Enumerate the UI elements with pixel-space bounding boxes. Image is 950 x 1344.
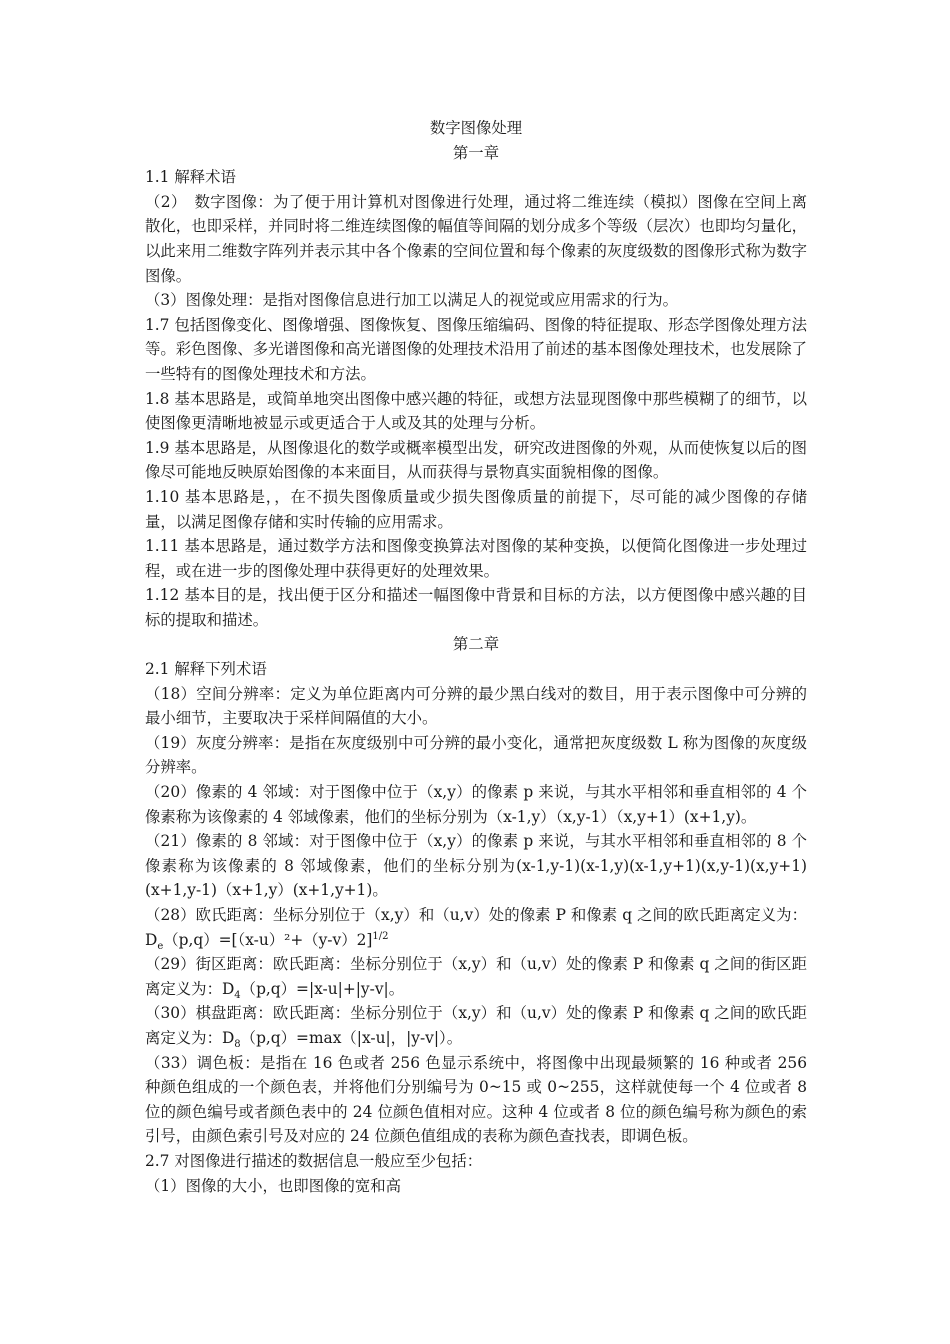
paragraph-2-7-item-1: （1）图像的大小，也即图像的宽和高: [145, 1176, 402, 1195]
section-1-1-heading: 1.1 解释术语: [145, 168, 236, 187]
paragraph-1-7: 1.7 包括图像变化、图像增强、图像恢复、图像压缩编码、图像的特征提取、形态学图像处理方法等。彩色图像、多光谱图像和高光谱图像的处理技术沿用了前述的基本图像处理技术，也发展除了一些特有的图像处理技术和方法。: [145, 315, 807, 383]
paragraph-euclidean-distance: [145, 903, 807, 952]
paragraph-8-neighborhood: （21）像素的 8 邻域：对于图像中位于（x,y）的像素 p 来说，与其水平相邻和垂直相邻的 8 个像素称为该像素的 8 邻域像素，他们的坐标分别为(x-1,y-1)(x-1,y)(x-1,y+1)(x,y-1)(x,y+1)(x+1,y-1)（x+1,y）(x+1,y+1)。: [145, 832, 807, 900]
paragraph-chessboard-distance: [145, 1001, 807, 1050]
chessboard-subscript: 8: [234, 1038, 241, 1050]
paragraph-digital-image: （2） 数字图像：为了便于用计算机对图像进行处理，通过将二维连续（模拟）图像在空间上离散化，也即采样，并同时将二维连续图像的幅值等间隔的划分成多个等级（层次）也即均匀量化，以此来用二维数字阵列并表示其中各个像素的空间位置和每个像素的灰度级数的图像形式称为数字图像。: [145, 192, 807, 285]
chessboard-formula: （p,q）=max（|x-u|，|y-v|）。: [240, 1028, 463, 1047]
paragraph-image-processing: （3）图像处理：是指对图像信息进行加工以满足人的视觉或应用需求的行为。: [145, 291, 679, 310]
document-body: [145, 116, 807, 1198]
euclidean-subscript: e: [157, 940, 164, 952]
city-block-text: （29）街区距离：欧氏距离：坐标分别位于（x,y）和（u,v）处的像素 P 和像素 q 之间的街区距离定义为：D: [145, 955, 807, 998]
euclidean-text: （28）欧氏距离：坐标分别位于（x,y）和（u,v）处的像素 P 和像素 q 之间的欧氏距离定义为：D: [145, 906, 807, 949]
paragraph-2-7: 2.7 对图像进行描述的数据信息一般应至少包括：: [145, 1151, 483, 1170]
paragraph-1-11: 1.11 基本思路是，通过数学方法和图像变换算法对图像的某种变换，以便简化图像进一步处理过程，或在进一步的图像处理中获得更好的处理效果。: [145, 537, 807, 580]
city-block-subscript: 4: [234, 989, 241, 1001]
paragraph-1-10: 1.10 基本思路是，，在不损失图像质量或少损失图像质量的前提下，尽可能的减少图像的存储量，以满足图像存储和实时传输的应用需求。: [145, 487, 807, 531]
paragraph-palette: （33）调色板：是指在 16 色或者 256 色显示系统中，将图像中出现最频繁的 16 种或者 256 种颜色组成的一个颜色表，并将他们分别编号为 0~15 或 0~255，这样就使每一个 4 位或者 8 位的颜色编号或者颜色表中的 24 位颜色值相对应。这种 4 位或者 8 位的颜色编号称为颜色的索引号，由颜色索引号及对应的 24 位颜色值组成的表称为颜色查找表，即调色板。: [145, 1053, 807, 1146]
document-title: 数字图像处理: [429, 119, 523, 137]
paragraph-gray-resolution: （19）灰度分辨率：是指在灰度级别中可分辨的最小变化，通常把灰度级数 L 称为图像的灰度级分辨率。: [145, 733, 807, 777]
paragraph-4-neighborhood: （20）像素的 4 邻域：对于图像中位于（x,y）的像素 p 来说，与其水平相邻和垂直相邻的 4 个像素称为该像素的 4 邻域像素，他们的坐标分别为（x-1,y）（x,y-1）（x,y+1）(x+1,y)。: [145, 783, 807, 826]
city-block-formula: （p,q）=|x-u|+|y-v|。: [240, 979, 405, 998]
paragraph-spatial-resolution: （18）空间分辨率：定义为单位距离内可分辨的最少黑白线对的数目，用于表示图像中可分辨的最小细节，主要取决于采样间隔值的大小。: [145, 684, 807, 728]
paragraph-city-block-distance: [145, 952, 807, 1001]
chessboard-text: （30）棋盘距离：欧氏距离：坐标分别位于（x,y）和（u,v）处的像素 P 和像素 q 之间的欧氏距离定义为：D: [145, 1004, 807, 1047]
paragraph-1-12: 1.12 基本目的是，找出便于区分和描述一幅图像中背景和目标的方法，以方便图像中感兴趣的目标的提取和描述。: [145, 586, 807, 629]
paragraph-1-8: 1.8 基本思路是，或简单地突出图像中感兴趣的特征，或想方法显现图像中那些模糊了的细节，以使图像更清晰地被显示或更适合于人或及其的处理与分析。: [145, 389, 807, 433]
euclidean-exponent: 1/2: [372, 930, 389, 942]
chapter-2-heading: 第二章: [452, 635, 500, 654]
paragraph-1-9: 1.9 基本思路是，从图像退化的数学或概率模型出发，研究改进图像的外观，从而使恢复以后的图像尽可能地反映原始图像的本来面目，从而获得与景物真实面貌相像的图像。: [145, 438, 807, 482]
chapter-1-heading: 第一章: [452, 143, 500, 162]
section-2-1-heading: 2.1 解释下列术语: [145, 660, 267, 679]
euclidean-formula: （p,q）=[（x-u）²+（y-v）2]: [163, 930, 373, 949]
